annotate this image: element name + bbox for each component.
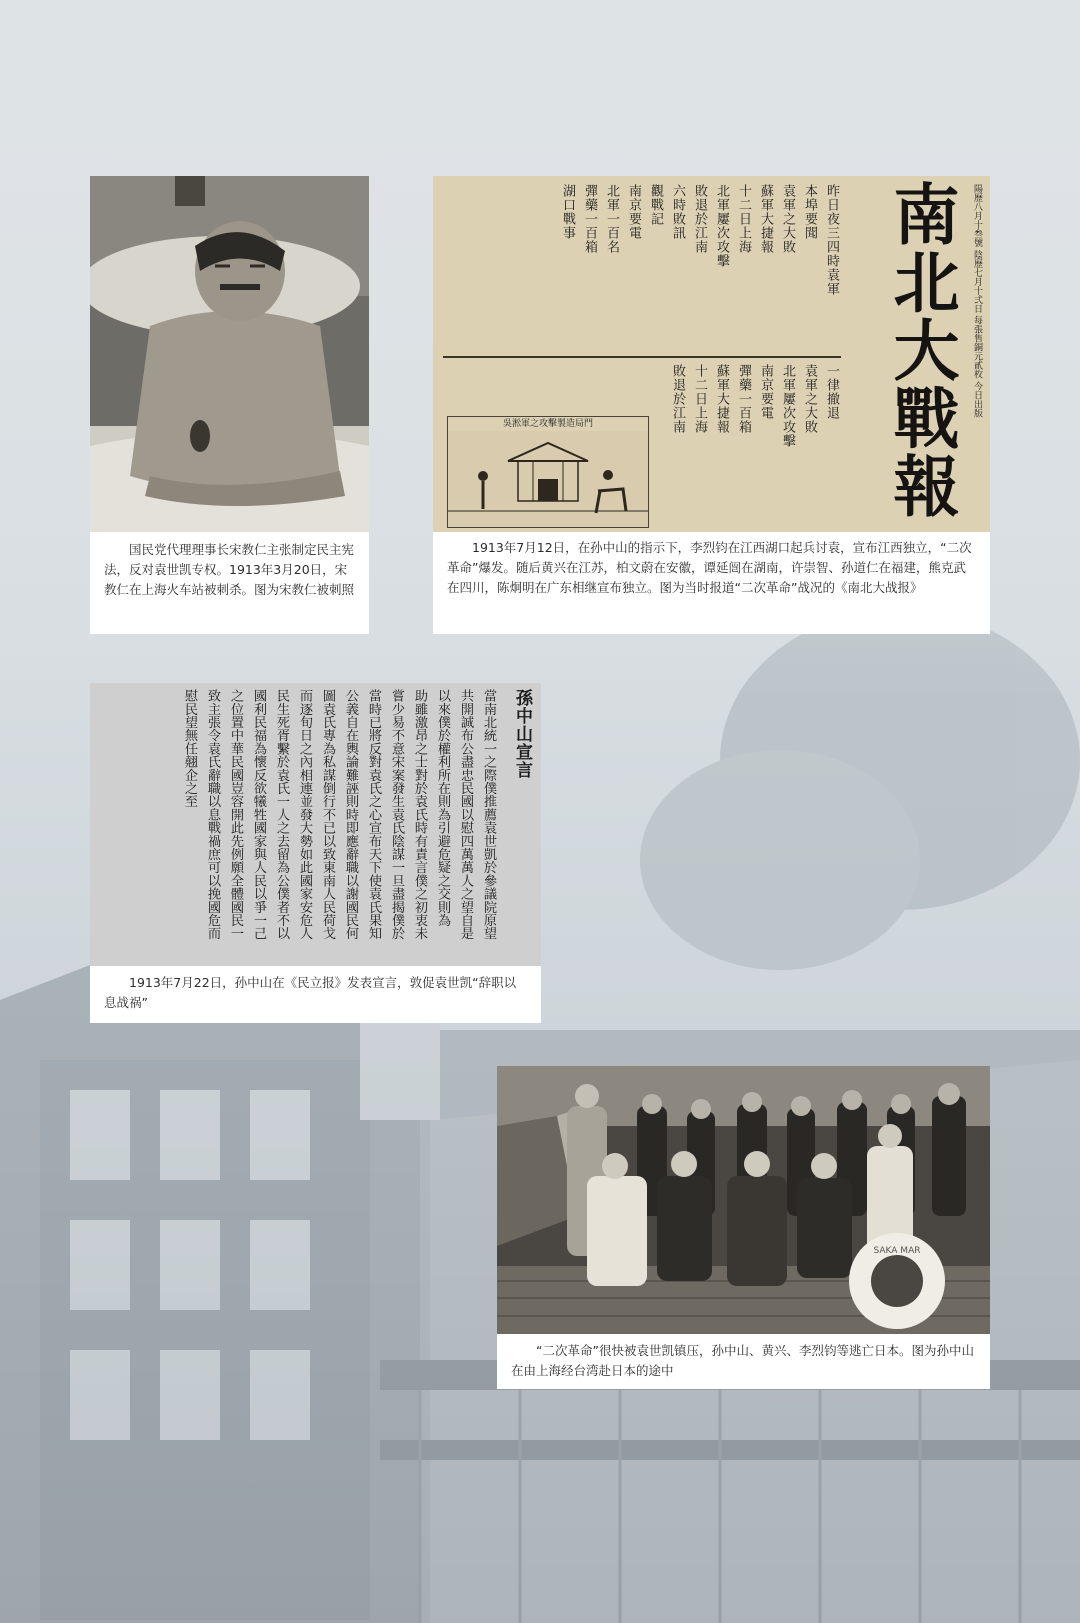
declaration-column: 公義自在輿論難誣則時即應辭職以謝國民何 <box>343 689 358 940</box>
newspaper-column: 敗退於江南 <box>692 184 707 254</box>
newspaper-lower-columns <box>653 364 841 524</box>
group-photo <box>497 1066 990 1334</box>
newspaper-headline: 南北大戰報 <box>882 180 960 520</box>
newspaper-column: 十二日上海 <box>692 364 707 434</box>
photo-card-sun-declaration <box>90 683 541 1023</box>
newspaper-column: 袁軍之大敗 <box>802 364 817 434</box>
newspaper-column: 彈藥一百箱 <box>736 364 751 434</box>
declaration-column: 當時已將反對袁氏之心宣布天下使袁氏果知 <box>366 689 381 940</box>
declaration-column: 圖袁氏專為私謀倒行不已以致東南人民荷戈 <box>320 689 335 940</box>
photo-card-newspaper <box>433 176 990 634</box>
newspaper-column: 北軍一百名 <box>604 184 619 254</box>
newspaper-column: 蘇軍大捷報 <box>714 364 729 434</box>
illustration-caption: 吳淞軍之攻擊製造局門 <box>448 417 648 432</box>
group-photo-caption: “二次革命”很快被袁世凯镇压，孙中山、黄兴、李烈钧等逃亡日本。图为孙中山在由上海经台湾赴日本的途中 <box>511 1343 974 1378</box>
declaration-title: 孫中山宣言 <box>512 689 532 779</box>
newspaper-column: 彈藥一百箱 <box>582 184 597 254</box>
song-jiaoren-caption: 国民党代理理事长宋教仁主张制定民主宪法，反对袁世凯专权。1913年3月20日，宋教仁在上海火车站被刺杀。图为宋教仁被刺照 <box>104 542 355 597</box>
declaration-column: 慰民望無任翹企之至 <box>182 689 197 808</box>
newspaper-column: 蘇軍大捷報 <box>758 184 773 254</box>
newspaper-column: 北軍屢次攻擊 <box>714 184 729 268</box>
declaration-column: 共開誠布公盡忠民國以慰四萬萬人之望自是 <box>458 689 473 940</box>
declaration-column: 而逐旬日之內相連並發大勢如此國家安危人 <box>297 689 312 940</box>
newspaper-column: 一律撤退 <box>824 364 839 420</box>
newspaper-column: 十二日上海 <box>736 184 751 254</box>
declaration-column: 助雖激昂之士對於袁氏時有責言僕之初衷未 <box>412 689 427 940</box>
photo-card-song-jiaoren <box>90 176 369 634</box>
newspaper-column: 南京要電 <box>626 184 641 240</box>
newspaper-column: 昨日夜三四時袁軍 <box>824 184 839 296</box>
newspaper-column: 南京要電 <box>758 364 773 420</box>
declaration-caption: 1913年7月22日，孙中山在《民立报》发表宣言，敦促袁世凯“辞职以息战祸” <box>104 975 517 1010</box>
newspaper-illustration <box>447 416 649 528</box>
declaration-image <box>90 683 541 966</box>
declaration-columns <box>96 689 535 959</box>
newspaper-dateline: 陽歷八月十叁號 陰歷七月十弍日 每張售銅元貳枚 今日出版 <box>972 184 982 418</box>
newspaper-image <box>433 176 990 532</box>
declaration-column: 致主張令袁氏辭職以息戰禍庶可以挽國危而 <box>205 689 220 940</box>
newspaper-column: 觀戰記 <box>648 184 663 226</box>
declaration-column: 當南北統一之際僕推薦袁世凱於參議院原望 <box>481 689 496 940</box>
newspaper-article-columns <box>443 184 841 354</box>
newspaper-column: 北軍屢次攻擊 <box>780 364 795 448</box>
newspaper-column: 六時敗訊 <box>670 184 685 240</box>
newspaper-column: 本埠要聞 <box>802 184 817 240</box>
declaration-column: 民生死胥繫於袁氏一人之去留為公僕者不以 <box>274 689 289 940</box>
newspaper-column: 湖口戰事 <box>560 184 575 240</box>
declaration-column: 國利民福為懷反欲犧牲國家與人民以爭一己 <box>251 689 266 940</box>
photo-card-group <box>497 1066 990 1389</box>
newspaper-column: 敗退於江南 <box>670 364 685 434</box>
song-jiaoren-photo <box>90 176 369 532</box>
declaration-column: 嘗少易不意宋案發生袁氏陰謀一旦盡揭僕於 <box>389 689 404 940</box>
declaration-column: 之位置中華民國豈容開此先例願全體國民一 <box>228 689 243 940</box>
lifebuoy-text: SAKA MAR <box>873 1246 921 1256</box>
newspaper-caption: 1913年7月12日，在孙中山的指示下，李烈钧在江西湖口起兵讨袁，宣布江西独立，“二次革命”爆发。随后黄兴在江苏，柏文蔚在安徽，谭延闿在湖南，许崇智、孙道仁在福建，熊克武在四川，陈炯明在广东相继宣布独立。图为当时报道“二次革命”战况的《南北大战报》 <box>447 540 972 595</box>
newspaper-column: 袁軍之大敗 <box>780 184 795 254</box>
declaration-column: 以來僕於權利所在則為引避危疑之交則為 <box>435 689 450 927</box>
newspaper-rule <box>443 356 841 358</box>
